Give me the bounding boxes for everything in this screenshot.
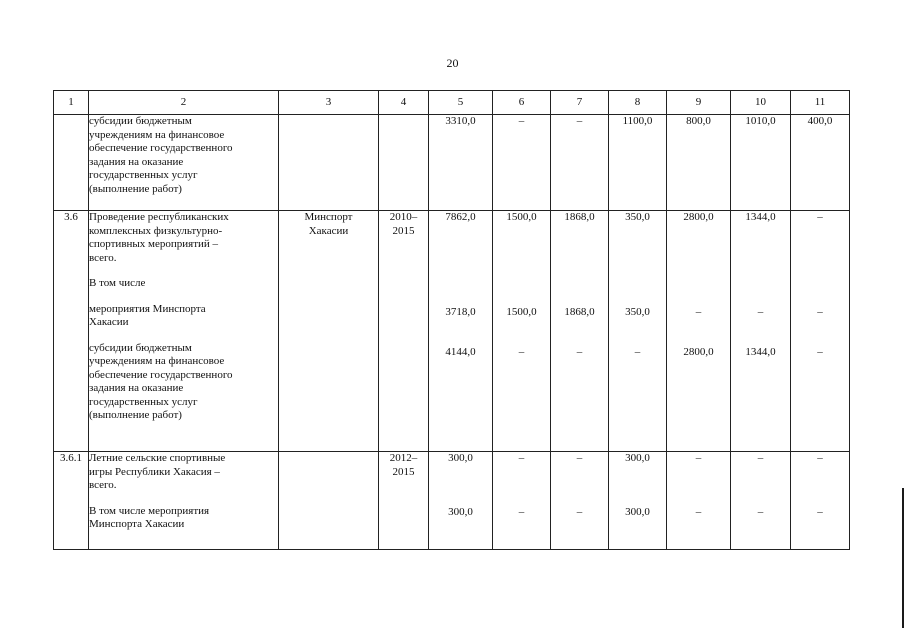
value-spacer (493, 183, 550, 197)
value-text: 1100,0 (622, 115, 653, 127)
column-header-6 (493, 91, 551, 115)
value-spacer (731, 360, 790, 374)
value-spacer (493, 169, 550, 183)
value-spacer (731, 142, 790, 156)
value-text: – (757, 305, 764, 318)
value-text: – (695, 305, 702, 318)
row-code (54, 115, 89, 211)
value-spacer (609, 373, 666, 387)
value-text: 1868,0 (564, 211, 595, 223)
value-cell-col-7 (551, 211, 609, 452)
column-header-label: 11 (814, 95, 826, 108)
value-spacer (667, 414, 730, 428)
line-gap (89, 330, 278, 342)
table-row (54, 115, 850, 211)
value-cell-col-8 (609, 452, 667, 550)
description-line: (выполнение работ) (89, 409, 182, 421)
value-spacer (791, 414, 849, 428)
value-spacer (493, 252, 550, 266)
value-spacer (609, 265, 666, 279)
value-spacer (493, 265, 550, 279)
value-spacer (609, 520, 666, 534)
table-row (54, 452, 850, 550)
value-spacer (731, 333, 790, 347)
value-spacer (429, 238, 492, 252)
value-text: 300,0 (625, 452, 650, 464)
value-spacer (667, 520, 730, 534)
value-text (609, 279, 666, 293)
value-spacer (551, 333, 608, 347)
row-code-text: 3.6.1 (60, 452, 82, 464)
value-text: 2800,0 (683, 346, 714, 358)
value-spacer (493, 156, 550, 170)
value-spacer (493, 333, 550, 347)
column-header-7 (551, 91, 609, 115)
value-text: 1868,0 (564, 305, 595, 318)
value-text: 3310,0 (445, 115, 476, 127)
value-spacer (731, 319, 790, 333)
value-spacer (791, 252, 849, 266)
value-spacer (667, 466, 730, 480)
value-text: – (817, 452, 823, 464)
description-line: спортивных мероприятий – (89, 238, 219, 250)
value-spacer (493, 400, 550, 414)
value-cell-col-7 (551, 115, 609, 211)
column-header-label: 10 (755, 95, 766, 108)
value-text: – (576, 115, 583, 127)
value-cell-col-11 (791, 452, 850, 550)
value-cell-col-5 (429, 115, 493, 211)
value-cell-col-6 (493, 115, 551, 211)
value-spacer (429, 156, 492, 170)
value-spacer (551, 225, 608, 239)
value-spacer (731, 414, 790, 428)
description-line: обеспечение государственного (89, 368, 233, 381)
column-header-8 (609, 91, 667, 115)
value-spacer (551, 142, 608, 156)
line-gap (89, 493, 278, 505)
description-line: В том числе (89, 277, 146, 289)
value-spacer (493, 292, 550, 306)
value-text (493, 279, 550, 293)
value-spacer (609, 183, 666, 197)
column-header-5 (429, 91, 493, 115)
value-text: – (518, 346, 525, 358)
description-line: комплексных физкультурно- (89, 224, 223, 237)
value-spacer (791, 400, 849, 414)
period-line: 2012– (389, 452, 418, 464)
value-spacer (551, 493, 608, 507)
value-spacer (731, 400, 790, 414)
value-text: – (518, 506, 525, 518)
value-text: 350,0 (625, 305, 650, 318)
column-header-label: 2 (180, 95, 187, 108)
value-spacer (731, 238, 790, 252)
value-text: 2800,0 (683, 211, 714, 223)
value-spacer (551, 466, 608, 480)
value-spacer (791, 183, 849, 197)
value-text: 1500,0 (506, 211, 537, 223)
scan-edge-line (902, 488, 904, 628)
value-cell-col-8 (609, 211, 667, 452)
description-line: государственных услуг (89, 169, 198, 181)
value-spacer (429, 520, 492, 534)
budget-table (53, 90, 850, 550)
line-gap (89, 265, 278, 277)
value-spacer (791, 238, 849, 252)
value-spacer (429, 400, 492, 414)
value-spacer (609, 493, 666, 507)
column-header-label: 5 (457, 95, 464, 108)
value-spacer (551, 129, 608, 143)
description-line: задания на оказание (89, 155, 184, 168)
value-spacer (791, 265, 849, 279)
column-header-9 (667, 91, 731, 115)
description-line: учреждениям на финансовое (89, 128, 225, 141)
column-header-label: 8 (634, 95, 641, 108)
row-period (379, 211, 429, 452)
value-cell-col-10 (731, 452, 791, 550)
row-period (379, 115, 429, 211)
row-description (89, 452, 279, 550)
value-cell-col-10 (731, 115, 791, 211)
value-text: 400,0 (807, 115, 833, 127)
value-spacer (791, 292, 849, 306)
description-line: государственных услуг (89, 395, 198, 408)
value-spacer (791, 169, 849, 183)
description-line: В том числе мероприятия (89, 504, 210, 517)
value-spacer (609, 238, 666, 252)
value-spacer (667, 225, 730, 239)
value-spacer (731, 169, 790, 183)
value-spacer (731, 252, 790, 266)
value-spacer (731, 466, 790, 480)
row-code (54, 452, 89, 550)
value-text: – (634, 346, 641, 358)
value-spacer (667, 142, 730, 156)
row-code-text: 3.6 (64, 211, 78, 223)
value-spacer (551, 373, 608, 387)
value-spacer (667, 400, 730, 414)
value-spacer (731, 479, 790, 493)
value-text: – (518, 115, 525, 127)
value-spacer (731, 493, 790, 507)
value-spacer (791, 520, 849, 534)
table-row (54, 211, 850, 452)
description-line: всего. (89, 479, 117, 491)
description-line: (выполнение работ) (89, 182, 182, 195)
column-header-label: 3 (325, 95, 332, 108)
value-spacer (493, 238, 550, 252)
value-cell-col-11 (791, 211, 850, 452)
value-text: 1344,0 (745, 346, 776, 358)
value-text: 300,0 (448, 506, 473, 518)
value-spacer (731, 265, 790, 279)
column-header-label: 4 (400, 95, 407, 108)
value-text (791, 279, 849, 293)
value-spacer (791, 225, 849, 239)
row-description (89, 115, 279, 211)
value-spacer (429, 319, 492, 333)
column-header-label: 6 (518, 95, 525, 108)
value-text: – (817, 346, 823, 358)
table-body (54, 91, 850, 550)
value-spacer (667, 265, 730, 279)
value-spacer (791, 333, 849, 347)
value-spacer (609, 400, 666, 414)
row-description (89, 211, 279, 452)
value-spacer (493, 387, 550, 401)
value-spacer (609, 360, 666, 374)
value-spacer (731, 520, 790, 534)
value-cell-col-11 (791, 115, 850, 211)
value-spacer (493, 129, 550, 143)
value-spacer (609, 169, 666, 183)
value-spacer (609, 387, 666, 401)
description-line: Минспорта Хакасии (89, 518, 185, 530)
value-spacer (493, 142, 550, 156)
value-spacer (551, 169, 608, 183)
column-header-1 (54, 91, 89, 115)
value-cell-col-9 (667, 452, 731, 550)
value-spacer (731, 292, 790, 306)
value-cell-col-6 (493, 211, 551, 452)
description-line: всего. (89, 251, 117, 264)
value-spacer (609, 292, 666, 306)
value-spacer (667, 360, 730, 374)
value-spacer (493, 479, 550, 493)
column-header-label: 1 (68, 95, 74, 108)
value-spacer (791, 319, 849, 333)
value-spacer (429, 265, 492, 279)
row-code (54, 211, 89, 452)
period-line: 2015 (392, 224, 415, 237)
value-cell-col-10 (731, 211, 791, 452)
value-text: – (695, 452, 702, 464)
column-header-4 (379, 91, 429, 115)
value-text: 1500,0 (506, 305, 537, 318)
value-spacer (609, 225, 666, 239)
column-header-2 (89, 91, 279, 115)
description-line: субсидии бюджетным (89, 341, 192, 354)
value-spacer (551, 265, 608, 279)
value-spacer (551, 183, 608, 197)
description-line: мероприятия Минспорта (89, 302, 206, 315)
description-line: игры Республики Хакасия – (89, 465, 220, 478)
value-spacer (667, 183, 730, 197)
value-spacer (493, 319, 550, 333)
value-spacer (429, 373, 492, 387)
value-spacer (609, 142, 666, 156)
value-spacer (609, 333, 666, 347)
value-spacer (551, 252, 608, 266)
value-spacer (429, 129, 492, 143)
description-line: Хакасии (89, 316, 129, 328)
value-spacer (429, 169, 492, 183)
value-spacer (429, 414, 492, 428)
value-spacer (667, 333, 730, 347)
value-text: 1010,0 (745, 115, 776, 127)
value-spacer (731, 156, 790, 170)
value-spacer (551, 400, 608, 414)
value-text: 300,0 (448, 452, 473, 464)
value-text (551, 279, 608, 293)
value-spacer (493, 493, 550, 507)
value-text (731, 279, 790, 293)
value-cell-col-5 (429, 452, 493, 550)
value-cell-col-9 (667, 211, 731, 452)
value-text: 1344,0 (745, 211, 776, 223)
value-spacer (429, 142, 492, 156)
value-cell-col-9 (667, 115, 731, 211)
row-period (379, 452, 429, 550)
value-text: 800,0 (686, 115, 711, 127)
value-spacer (667, 129, 730, 143)
value-text: – (757, 452, 764, 464)
value-spacer (551, 156, 608, 170)
value-text: – (817, 211, 823, 223)
description-line: Летние сельские спортивные (89, 452, 226, 464)
value-spacer (667, 238, 730, 252)
description-line: учреждениям на финансовое (89, 355, 225, 367)
value-spacer (609, 129, 666, 143)
value-spacer (731, 129, 790, 143)
value-spacer (429, 493, 492, 507)
value-spacer (667, 169, 730, 183)
value-text: – (518, 452, 525, 464)
value-spacer (429, 360, 492, 374)
value-text: – (576, 506, 583, 518)
value-cell-col-5 (429, 211, 493, 452)
value-spacer (493, 414, 550, 428)
value-spacer (429, 479, 492, 493)
value-spacer (667, 479, 730, 493)
description-line: Проведение республиканских (89, 211, 229, 223)
value-spacer (493, 520, 550, 534)
value-spacer (667, 493, 730, 507)
value-spacer (791, 360, 849, 374)
value-spacer (609, 466, 666, 480)
value-spacer (791, 129, 849, 143)
value-text: – (576, 452, 583, 464)
value-spacer (667, 319, 730, 333)
value-spacer (791, 142, 849, 156)
value-spacer (791, 479, 849, 493)
value-text: 3718,0 (445, 305, 476, 318)
value-spacer (429, 387, 492, 401)
value-text: – (817, 305, 823, 318)
value-spacer (551, 479, 608, 493)
value-text: – (576, 346, 583, 358)
value-cell-col-8 (609, 115, 667, 211)
value-spacer (609, 252, 666, 266)
executor-line: Хакасии (308, 224, 349, 237)
value-spacer (791, 466, 849, 480)
value-spacer (731, 225, 790, 239)
description-line: задания на оказание (89, 382, 184, 394)
description-line: субсидии бюджетным (89, 115, 192, 127)
value-spacer (731, 183, 790, 197)
value-spacer (551, 292, 608, 306)
description-line: обеспечение государственного (89, 142, 233, 154)
column-header-label: 9 (695, 95, 702, 108)
value-text: 4144,0 (445, 346, 476, 358)
value-text: 7862,0 (445, 211, 476, 223)
column-header-label: 7 (576, 95, 583, 108)
value-spacer (493, 466, 550, 480)
value-spacer (429, 252, 492, 266)
value-spacer (429, 466, 492, 480)
line-gap (89, 291, 278, 303)
value-spacer (493, 360, 550, 374)
value-text (429, 279, 492, 293)
value-text: – (757, 506, 764, 518)
value-spacer (429, 333, 492, 347)
column-header-10 (731, 91, 791, 115)
period-line: 2010– (389, 211, 418, 223)
value-text: – (695, 506, 702, 518)
value-spacer (667, 373, 730, 387)
value-spacer (551, 387, 608, 401)
value-spacer (731, 387, 790, 401)
value-spacer (551, 238, 608, 252)
value-spacer (429, 225, 492, 239)
value-text: 300,0 (625, 506, 650, 518)
value-spacer (731, 373, 790, 387)
value-spacer (667, 387, 730, 401)
column-header-11 (791, 91, 850, 115)
value-text: – (817, 506, 823, 518)
executor-line: Минспорт (304, 211, 353, 223)
row-executor (279, 115, 379, 211)
value-spacer (551, 520, 608, 534)
value-spacer (429, 292, 492, 306)
column-header-3 (279, 91, 379, 115)
row-executor (279, 211, 379, 452)
value-spacer (609, 479, 666, 493)
value-spacer (551, 360, 608, 374)
table-header-row (54, 91, 850, 115)
value-spacer (493, 373, 550, 387)
value-spacer (609, 414, 666, 428)
value-cell-col-7 (551, 452, 609, 550)
value-spacer (609, 319, 666, 333)
value-text (667, 279, 730, 293)
value-spacer (791, 156, 849, 170)
value-spacer (551, 414, 608, 428)
value-text: 350,0 (625, 211, 650, 223)
value-spacer (791, 387, 849, 401)
period-line: 2015 (392, 465, 415, 478)
value-spacer (609, 156, 666, 170)
value-spacer (493, 225, 550, 239)
value-spacer (429, 183, 492, 197)
value-spacer (791, 373, 849, 387)
row-executor (279, 452, 379, 550)
value-spacer (667, 156, 730, 170)
value-cell-col-6 (493, 452, 551, 550)
page-number: 20 (446, 56, 459, 70)
value-spacer (551, 319, 608, 333)
value-spacer (667, 252, 730, 266)
value-spacer (791, 493, 849, 507)
value-spacer (667, 292, 730, 306)
